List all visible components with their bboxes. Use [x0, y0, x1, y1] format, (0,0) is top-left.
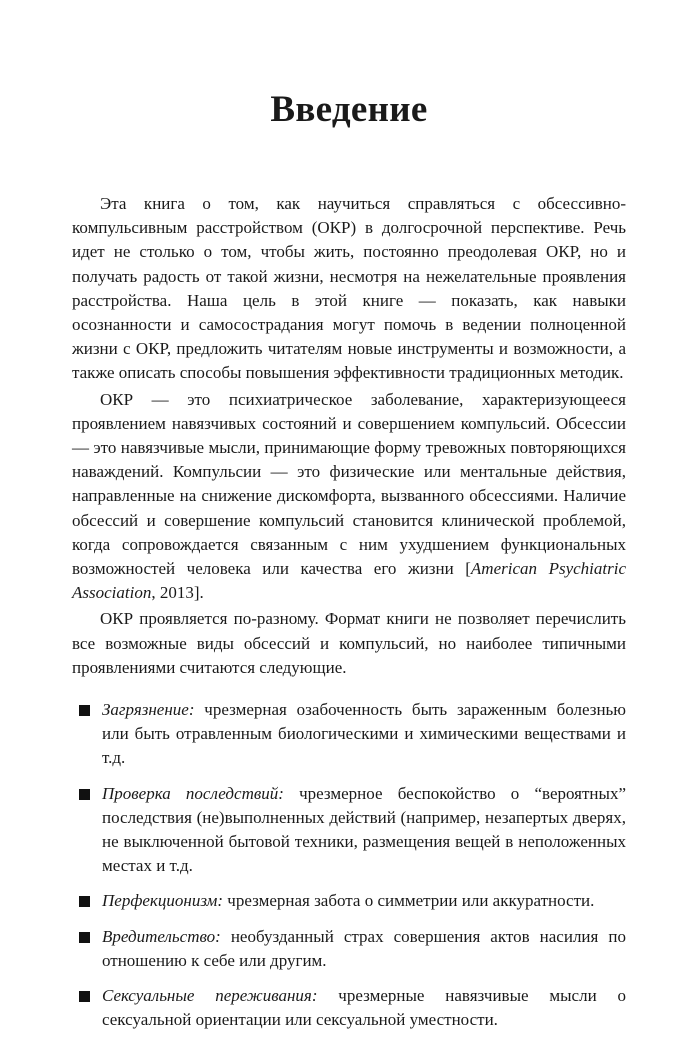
list-item-term: Загрязнение: — [102, 700, 195, 720]
list-item-text: чрезмерная забота о симметрии или аккуратности. — [223, 891, 595, 911]
square-bullet-icon — [79, 789, 90, 800]
list-item — [72, 889, 626, 913]
list-item-text: необузданный страх совершения актов насилия по отношению к себе или другим. — [102, 926, 626, 970]
list-item-term: Перфекционизм: — [102, 891, 224, 911]
citation-year: , 2013]. — [151, 583, 204, 603]
paragraph-text: ОКР — это психиатрическое заболевание, характеризующееся проявлением навязчивых состояний и совершением компульсий. Обсессии — это навязчивые мысли, принимающие форму тревожных повторяющихся наваждений. Компульсии — это физические или ментальные действия, направленные на снижение дискомфорта, вызванного обсессиями. Наличие обсессий и совершение компульсий становится клинической проблемой, когда сопровождается связанным с ним ухудшением функциональных возможностей человека или качества его жизни [ — [72, 389, 626, 579]
list-item-term: Сексуальные переживания: — [102, 986, 318, 1006]
square-bullet-icon — [79, 991, 90, 1002]
list-item — [72, 925, 626, 973]
square-bullet-icon — [79, 896, 90, 907]
paragraph: ОКР проявляется по-разному. Формат книги не позволяет перечислить все возможные виды обсессий и компульсий, но наиболее типичными проявлениями считаются следующие. — [72, 609, 626, 677]
chapter-body — [72, 192, 626, 1044]
list-item-text: чрезмерное беспокойство о “вероятных” последствия (не)выполненных действий (например, незапертых дверях, не выключенной бытовой техники, размещения вещей в неположенных местах и т.д. — [102, 783, 626, 876]
list-item-text: чрезмерные навязчивые мысли о сексуальной ориентации или сексуальной уместности. — [102, 986, 626, 1030]
list-item — [72, 984, 626, 1032]
paragraph — [72, 388, 626, 606]
list-item-term: Вредительство: — [102, 926, 221, 946]
chapter-title: Введение — [270, 89, 428, 130]
square-bullet-icon — [79, 705, 90, 716]
list-item — [72, 698, 626, 771]
list-item — [72, 782, 626, 879]
symptom-list — [72, 698, 626, 1032]
paragraph: Эта книга о том, как научиться справляться с обсессивно-компульсивным расстройством (ОКР) в долгосрочной перспективе. Речь идет не столько о том, чтобы жить, постоянно преодолевая ОКР, но и получать радость от такой жизни, несмотря на нежелательные проявления расстройства. Наша цель в этой книге — показать, как навыки осознанности и самосострадания могут помочь в ведении полноценной жизни с ОКР, предложить читателям новые инструменты и возможности, а также описать способы повышения эффективности традиционных методик. — [72, 194, 626, 383]
square-bullet-icon — [79, 932, 90, 943]
citation-source: American Psychiatric Association — [72, 559, 626, 603]
list-item-term: Проверка последствий: — [102, 783, 284, 803]
list-item-text: чрезмерная озабоченность быть зараженным болезнью или быть отравленным биологическими и химическими веществами и т.д. — [102, 700, 626, 768]
